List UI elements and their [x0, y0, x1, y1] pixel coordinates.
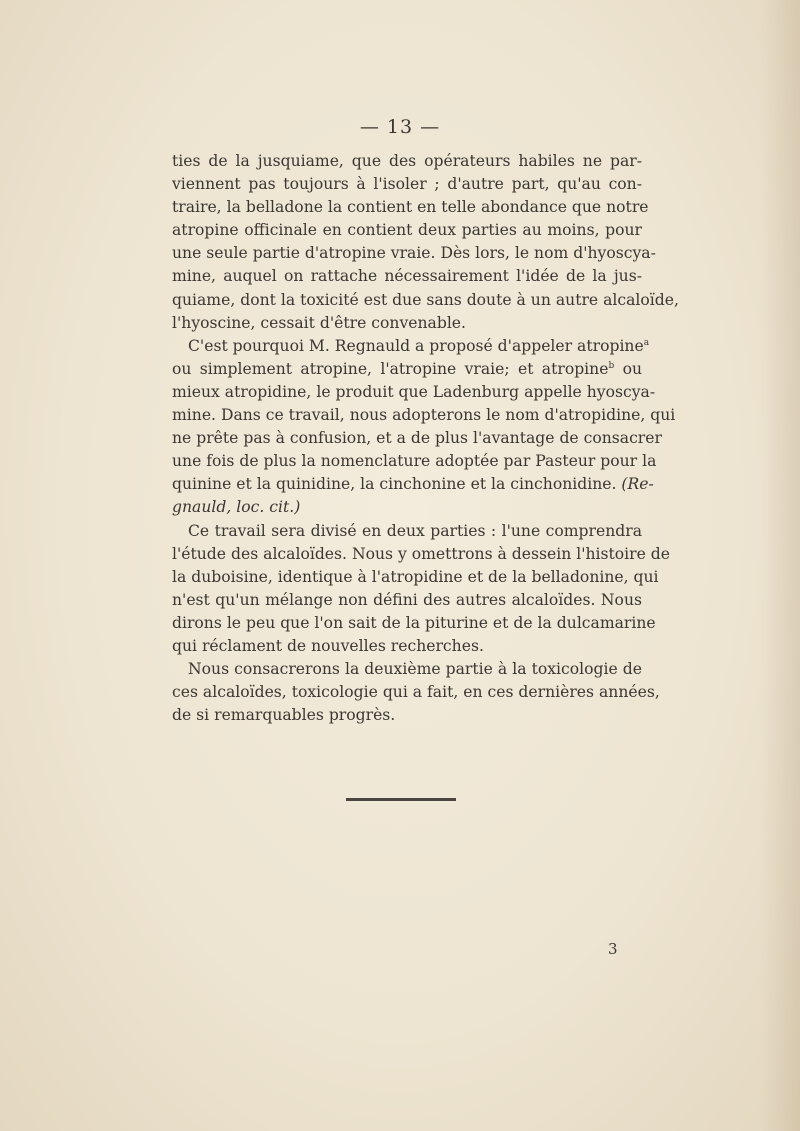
text-line: ne prête pas à confusion, et a de plus l'avantage de consacrer	[172, 429, 662, 448]
text-line: dirons le peu que l'on sait de la piturine et de la dulcamarine	[172, 613, 656, 632]
text-line: une fois de plus la nomenclature adoptée par Pasteur pour la	[172, 452, 657, 471]
text-line: viennent pas toujours à l'isoler ; d'autre part, qu'au con-	[172, 175, 642, 194]
text-line: ces alcaloïdes, toxicologie qui a fait, en ces dernières années,	[172, 683, 660, 702]
text-line	[172, 358, 642, 381]
text-line	[172, 335, 650, 358]
citation-line: gnauld, loc. cit.)	[172, 498, 301, 517]
text-line: mine, auquel on rattache nécessairement l'idée de la jus-	[172, 267, 642, 286]
text-line: l'étude des alcaloïdes. Nous y omettrons à dessein l'histoire de	[172, 544, 671, 563]
section-end-rule	[346, 798, 456, 801]
superscript-a: a	[643, 337, 650, 348]
text-line-part: ou	[622, 359, 642, 378]
text-line: Nous consacrerons la deuxième partie à la toxicologie de	[188, 660, 642, 679]
page-edge-shadow	[760, 0, 800, 1131]
citation-part: (Re-	[621, 475, 654, 494]
text-line: n'est qu'un mélange non défini des autres alcaloïdes. Nous	[172, 590, 642, 609]
text-line: ties de la jusquiame, que des opérateurs habiles ne par-	[172, 152, 642, 170]
text-line: Ce travail sera divisé en deux parties : l'une comprendra	[188, 521, 642, 540]
superscript-b: b	[608, 360, 615, 371]
text-line: quiame, dont la toxicité est due sans doute à un autre alcaloïde,	[172, 290, 679, 309]
text-line: la duboisine, identique à l'atropidine et de la belladonine, qui	[172, 567, 659, 586]
text-line: atropine officinale en contient deux parties au moins, pour	[172, 221, 642, 240]
text-line	[172, 473, 654, 496]
text-line-part: ou simplement atropine, l'atropine vraie; et atropine	[172, 359, 609, 378]
text-line-part: C'est pourquoi M. Regnauld a proposé d'appeler atropine	[188, 336, 644, 355]
text-line: qui réclament de nouvelles recherches.	[172, 636, 484, 655]
body-text	[172, 150, 679, 727]
text-line-part: quinine et la quinidine, la cinchonine et la cinchonidine.	[172, 475, 617, 494]
text-line: de si remarquables progrès.	[172, 706, 396, 725]
text-line: traire, la belladone la contient en telle abondance que notre	[172, 198, 649, 217]
text-line: mine. Dans ce travail, nous adopterons le nom d'atropidine, qui	[172, 406, 676, 425]
page-number-header: — 13 —	[359, 116, 441, 138]
text-line: une seule partie d'atropine vraie. Dès lors, le nom d'hyoscya-	[172, 244, 656, 263]
signature-mark: 3	[608, 940, 618, 958]
text-line: l'hyoscine, cessait d'être convenable.	[172, 313, 466, 332]
text-line: mieux atropidine, le produit que Ladenburg appelle hyoscya-	[172, 382, 656, 401]
